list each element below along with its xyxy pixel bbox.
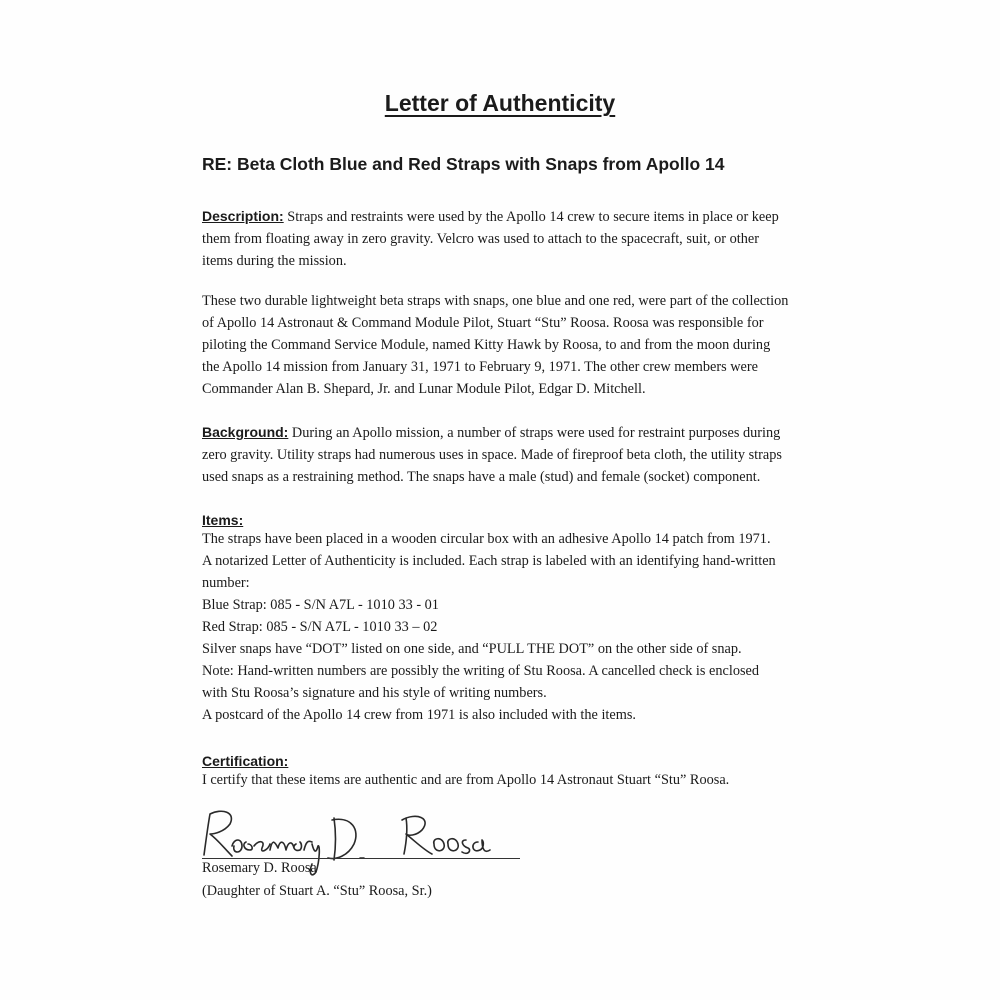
paragraph-line: piloting the Command Service Module, named Kitty Hawk by Roosa, to and from the moon during <box>202 337 771 353</box>
paragraph-line: Commander Alan B. Shepard, Jr. and Lunar Module Pilot, Edgar D. Mitchell. <box>202 381 646 397</box>
paragraph-line: the Apollo 14 mission from January 31, 1971 to February 9, 1971. The other crew members were <box>202 359 759 375</box>
red-strap-serial: Red Strap: 085 - S/N A7L - 1010 33 – 02 <box>202 619 438 635</box>
items-line: number: <box>202 575 250 591</box>
paragraph-line: of Apollo 14 Astronaut & Command Module Pilot, Stuart “Stu” Roosa. Roosa was responsible for <box>202 315 764 331</box>
items-section <box>202 528 812 726</box>
items-line: Note: Hand-written numbers are possibly the writing of Stu Roosa. A cancelled check is enclosed <box>202 663 760 679</box>
paragraph-line: These two durable lightweight beta straps with snaps, one blue and one red, were part of the collection <box>202 293 789 309</box>
certification-section <box>202 769 812 791</box>
letter-title: Letter of Authenticity <box>384 90 616 116</box>
background-line <box>202 421 812 444</box>
items-line: with Stu Roosa’s signature and his style of writing numbers. <box>202 685 547 701</box>
background-label: Background: <box>202 424 289 440</box>
blue-strap-serial: Blue Strap: 085 - S/N A7L - 1010 33 - 01 <box>202 597 439 613</box>
background-section <box>202 421 812 488</box>
items-line: Silver snaps have “DOT” listed on one side, and “PULL THE DOT” on the other side of snap. <box>202 641 742 657</box>
description-line: items during the mission. <box>202 253 347 269</box>
description-line <box>202 205 812 228</box>
background-line: used snaps as a restraining method. The snaps have a male (stud) and female (socket) component. <box>202 469 761 485</box>
background-line: zero gravity. Utility straps had numerous uses in space. Made of fireproof beta cloth, the utility straps <box>202 447 782 463</box>
items-line: A postcard of the Apollo 14 crew from 1971 is also included with the items. <box>202 707 636 723</box>
description-section <box>202 205 812 272</box>
description-text: Straps and restraints were used by the Apollo 14 crew to secure items in place or keep <box>283 209 779 225</box>
signature-line <box>202 858 520 859</box>
description-label: Description: <box>202 208 284 224</box>
background-text: During an Apollo mission, a number of straps were used for restraint purposes during <box>288 425 781 441</box>
certification-text: I certify that these items are authentic and are from Apollo 14 Astronaut Stuart “Stu” Roosa. <box>202 772 730 788</box>
collection-paragraph <box>202 290 812 400</box>
signatory-relation: (Daughter of Stuart A. “Stu” Roosa, Sr.) <box>202 883 432 899</box>
items-label: Items: <box>202 512 244 528</box>
certification-label: Certification: <box>202 753 289 769</box>
re-subject-line: RE: Beta Cloth Blue and Red Straps with Snaps from Apollo 14 <box>202 154 725 174</box>
items-line: The straps have been placed in a wooden circular box with an adhesive Apollo 14 patch from 1971. <box>202 531 771 547</box>
signatory-name: Rosemary D. Roosa <box>202 860 317 876</box>
items-line: A notarized Letter of Authenticity is included. Each strap is labeled with an identifying hand-written <box>202 553 776 569</box>
description-line: them from floating away in zero gravity. Velcro was used to attach to the spacecraft, suit, or other <box>202 231 759 247</box>
